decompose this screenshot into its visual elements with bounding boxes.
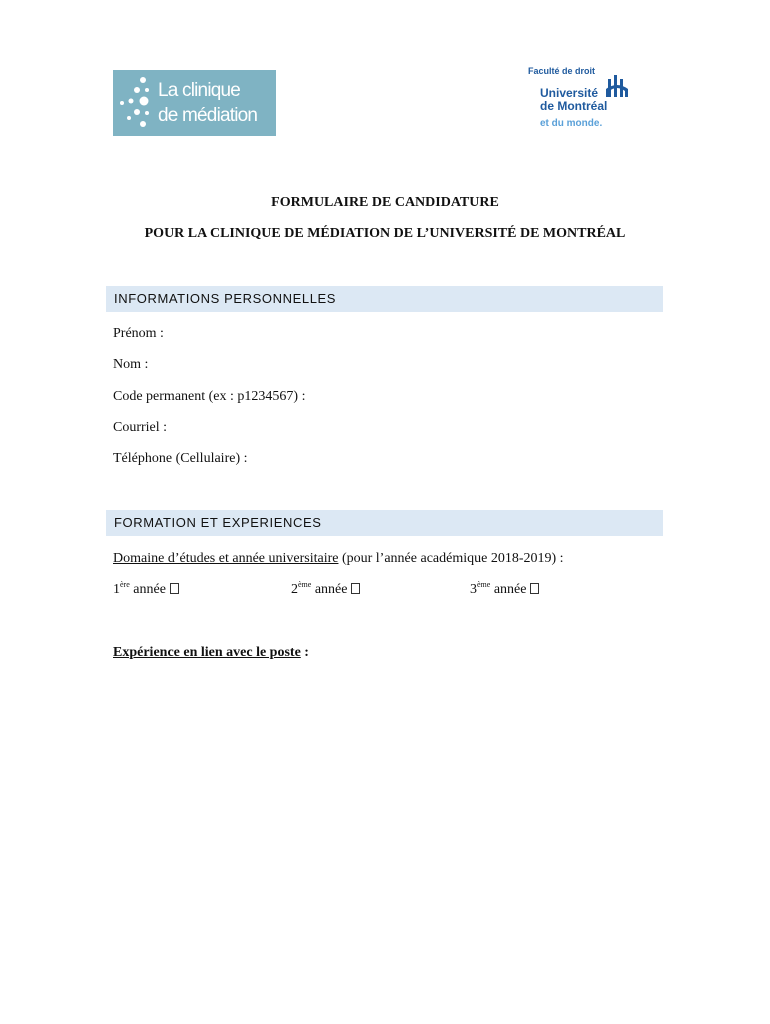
year-1-label: année	[129, 582, 166, 597]
year-option-1[interactable]	[113, 582, 179, 598]
section-formation-header: FORMATION ET EXPERIENCES	[106, 510, 663, 536]
year-option-2[interactable]	[291, 582, 360, 598]
year-3-number: 3	[470, 582, 477, 597]
form-title: FORMULAIRE DE CANDIDATURE	[271, 195, 499, 210]
field-telephone: Téléphone (Cellulaire) :	[113, 451, 248, 466]
field-code-permanent: Code permanent (ex : p1234567) :	[113, 389, 306, 404]
field-courriel: Courriel :	[113, 420, 168, 435]
logo-line-1: La clinique	[158, 80, 241, 101]
checkbox-year-2[interactable]	[351, 583, 360, 594]
udem-logo	[520, 64, 650, 134]
domain-line	[113, 551, 564, 567]
domain-label: Domaine d’études et année universitaire	[113, 551, 339, 566]
year-2-sup: ème	[298, 580, 312, 589]
dots-icon	[117, 74, 157, 132]
form-subtitle: POUR LA CLINIQUE DE MÉDIATION DE L’UNIVERSITÉ DE MONTRÉAL	[144, 226, 626, 241]
university-line-1: Université	[540, 86, 599, 100]
experience-label: Expérience en lien avec le poste	[113, 645, 301, 660]
checkbox-year-1[interactable]	[170, 583, 179, 594]
clinique-logo	[113, 70, 276, 136]
experience-suffix: :	[300, 645, 309, 660]
logo-line-2: de médiation	[158, 105, 258, 126]
field-prenom: Prénom :	[113, 326, 164, 341]
university-line-2: de Montréal	[540, 99, 608, 113]
section-personal-header: INFORMATIONS PERSONNELLES	[106, 286, 663, 312]
checkbox-year-3[interactable]	[530, 583, 539, 594]
year-1-number: 1	[113, 582, 120, 597]
field-nom: Nom :	[113, 357, 149, 372]
year-option-3[interactable]	[470, 582, 539, 598]
domain-suffix: (pour l’année académique 2018-2019) :	[338, 551, 564, 566]
faculty-label: Faculté de droit	[528, 66, 596, 76]
experience-heading	[113, 645, 309, 661]
year-2-number: 2	[291, 582, 298, 597]
udem-emblem-icon	[605, 75, 629, 99]
year-2-label: année	[311, 582, 348, 597]
year-1-sup: ère	[120, 580, 130, 589]
tagline: et du monde.	[540, 118, 603, 129]
year-3-sup: ème	[477, 580, 491, 589]
year-3-label: année	[490, 582, 527, 597]
